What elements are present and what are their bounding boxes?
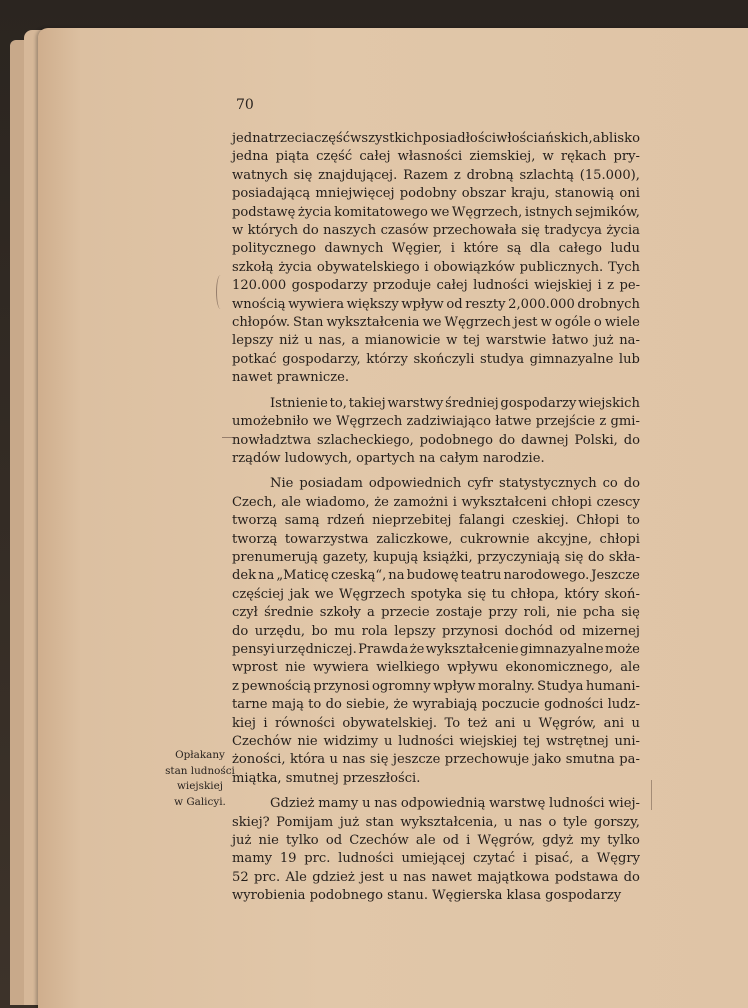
text-line: w których do naszych czasów przechowała się tradycya życia	[232, 223, 640, 239]
text-line: Nie posiadam odpowiednich cyfr statystycznych co do	[270, 476, 640, 492]
margin-note-line: stan ludności	[165, 764, 235, 777]
text-line: 52 prc. Ale gdzież jest u nas nawet majątkowa podstawa do	[232, 869, 640, 885]
text-line: umożebniło we Węgrzech zadziwiająco łatwe przejście z gmi-	[232, 414, 640, 430]
text-line: wyrobienia podobnego stanu. Węgierska klasa gospodarzy	[232, 888, 622, 904]
text-line: żoności, która u nas się jeszcze przechowuje jako smutna pa-	[232, 752, 640, 768]
text-line: Czechów nie widzimy u ludności wiejskiej tej wstrętnej uni-	[232, 734, 640, 749]
paragraph	[232, 395, 640, 469]
paragraph	[232, 795, 640, 905]
margin-note-line: wiejskiej	[177, 780, 223, 792]
text-line: rządów ludowych, opartych na całym narodzie.	[232, 450, 545, 466]
text-line: potkać gospodarzy, którzy skończyli studya gimnazyalne lub	[232, 351, 640, 367]
text-line: wnością wywiera większy wpływ od reszty 2,000.000 drobnych	[232, 296, 640, 312]
text-line: wprost nie wywiera wielkiego wpływu ekonomicznego, ale	[232, 660, 640, 676]
text-line: jedna piąta część całej własności ziemskiej, w rękach pry-	[232, 149, 640, 165]
text-line: tworzą samą rdzeń nieprzebitej falangi czeskiej. Chłopi to	[232, 513, 640, 529]
text-line: watnych się znajdującej. Razem z drobną szlachtą (15.000),	[232, 167, 640, 183]
text-line: chłopów. Stan wykształcenia we Węgrzech jest w ogóle o wiele	[232, 315, 640, 331]
text-line: do urzędu, bo mu rola lepszy przynosi dochód od mizernej	[232, 623, 640, 639]
text-line: częściej jak we Węgrzech spotyka się tu chłopa, który skoń-	[232, 586, 640, 602]
paragraph	[232, 475, 640, 788]
text-line: kiej i równości obywatelskiej. To też ani u Węgrów, ani u	[232, 715, 640, 731]
paragraph	[232, 130, 640, 388]
text-line: Gdzież mamy u nas odpowiednią warstwę ludności wiej-	[270, 796, 640, 812]
text-line: posiadającą mniejwięcej podobny obszar kraju, stanowią oni	[232, 186, 640, 202]
text-line: 120.000 gospodarzy przoduje całej ludności wiejskiej i z pe-	[232, 278, 640, 294]
text-line: mamy 19 prc. ludności umiejącej czytać i pisać, a Węgry	[232, 851, 640, 867]
margin-note-line: Opłakany	[175, 749, 225, 761]
paragraph-gap	[232, 388, 640, 395]
text-line: tworzą towarzystwa zaliczkowe, cukrownie akcyjne, chłopi	[232, 531, 640, 547]
text-line: nawet prawnicze.	[232, 370, 350, 386]
text-line: pensyi urzędniczej. Prawda że wykształcenie gimnazyalne może	[232, 641, 640, 657]
text-line: z pewnością przynosi ogromny wpływ moralny. Studya humani-	[232, 678, 640, 694]
pencil-mark	[222, 434, 236, 438]
text-line: miątka, smutnej przeszłości.	[232, 770, 421, 786]
text-line: już nie tylko od Czechów ale od i Węgrów, gdyż my tylko	[232, 833, 640, 849]
margin-note	[160, 748, 240, 810]
page-number: 70	[236, 97, 254, 113]
text-line: podstawę życia komitatowego we Węgrzech, istnych sejmików,	[232, 204, 640, 220]
text-line: politycznego dawnych Węgier, i które są dla całego ludu	[232, 241, 640, 257]
margin-note-line: w Galicyi.	[174, 795, 226, 808]
text-line: tarne mają to do siebie, że wyrabiają poczucie godności ludz-	[232, 697, 640, 713]
text-line: Czech, ale wiadomo, że zamożni i wykształceni chłopi czescy	[232, 494, 640, 510]
text-line: prenumerują gazety, kupują książki, przyczyniają się do skła-	[232, 549, 640, 565]
text-line: nowładztwa szlacheckiego, podobnego do dawnej Polski, do	[232, 432, 640, 448]
text-line: skiej? Pomijam już stan wykształcenia, u nas o tyle gorszy,	[232, 814, 640, 830]
paragraph-gap	[232, 468, 640, 475]
paragraph-gap	[232, 788, 640, 795]
text-line: Istnienie to, takiej warstwy średniej gospodarzy wiejskich	[270, 395, 640, 411]
text-line: jedna trzecia część wszystkich posiadłości włościańskich, a blisko	[232, 131, 640, 146]
text-line: czył średnie szkoły a przecie zostaje przy roli, nie pcha się	[232, 605, 640, 621]
text-line: szkołą życia obywatelskiego i obowiązków publicznych. Tych	[232, 259, 640, 275]
text-line: dek na „Maticę czeską“, na budowę teatru narodowego. Jeszcze	[232, 568, 640, 584]
pencil-mark	[648, 780, 652, 810]
pencil-mark	[216, 275, 225, 309]
text-line: lepszy niż u nas, a mianowicie w tej warstwie łatwo już na-	[232, 333, 640, 349]
body-text	[232, 130, 640, 906]
